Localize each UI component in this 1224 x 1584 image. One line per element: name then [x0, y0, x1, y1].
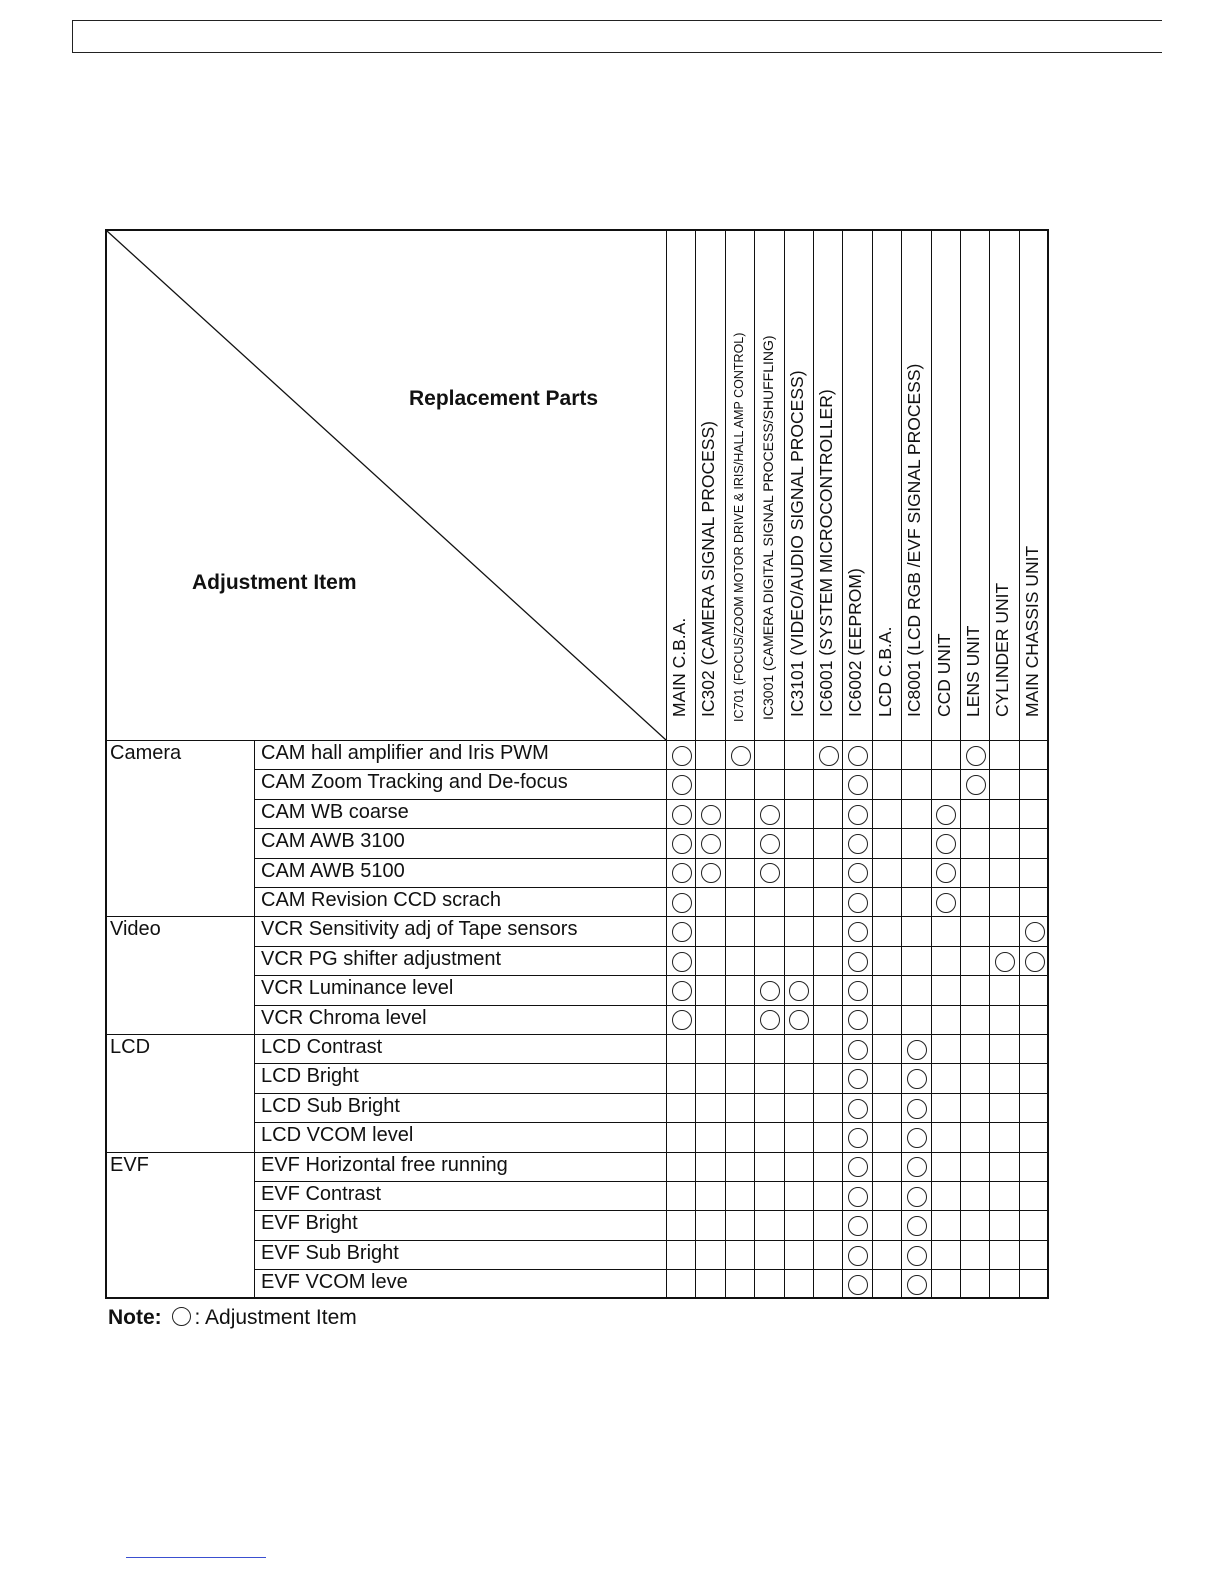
- adjustment-circle-mark: [672, 1010, 692, 1030]
- adjustment-circle-mark: [848, 805, 868, 825]
- adjustment-circle-mark: [848, 775, 868, 795]
- adjustment-item-label: EVF Bright: [261, 1212, 358, 1235]
- category-label: EVF: [110, 1153, 149, 1176]
- circle-mark-icon: [172, 1307, 191, 1326]
- adjustment-circle-mark: [731, 746, 751, 766]
- column-divider: [931, 740, 932, 1299]
- column-header: [725, 231, 754, 740]
- adjustment-circle-mark: [848, 1010, 868, 1030]
- column-header: [754, 231, 783, 740]
- adjustment-matrix-table: [105, 229, 1049, 1299]
- adjustment-circle-mark: [936, 893, 956, 913]
- adjustment-circle-mark: [789, 1010, 809, 1030]
- adjustment-item-label: CAM Zoom Tracking and De-focus: [261, 771, 568, 794]
- adjustment-circle-mark: [848, 1216, 868, 1236]
- adjustment-circle-mark: [672, 863, 692, 883]
- row-divider: [254, 1152, 1047, 1153]
- column-header-label: CCD UNIT: [933, 632, 954, 717]
- category-divider: [254, 740, 255, 1299]
- category-label: LCD: [110, 1036, 151, 1058]
- adjustment-circle-mark: [672, 834, 692, 854]
- adjustment-circle-mark: [1025, 952, 1045, 972]
- column-header-label: IC8001 (LCD RGB /EVF SIGNAL PROCESS): [904, 363, 925, 717]
- adjustment-circle-mark: [760, 863, 780, 883]
- adjustment-item-label: CAM WB coarse: [261, 800, 409, 823]
- column-header: [931, 231, 960, 740]
- adjustment-circle-mark: [848, 834, 868, 854]
- note-label: Note:: [108, 1306, 162, 1329]
- category-label: Camera: [110, 742, 182, 764]
- adjustment-item-label: CAM AWB 5100: [261, 859, 405, 882]
- row-divider: [254, 946, 1047, 947]
- adjustment-circle-mark: [907, 1128, 927, 1148]
- adjustment-circle-mark: [848, 922, 868, 942]
- adjustment-circle-mark: [760, 834, 780, 854]
- column-header-label: IC6002 (EEPROM): [845, 567, 866, 717]
- row-divider: [254, 858, 1047, 859]
- adjustment-item-label: LCD VCOM level: [261, 1124, 414, 1147]
- adjustment-item-label: VCR Luminance level: [261, 977, 454, 1000]
- row-divider: [254, 1122, 1047, 1123]
- column-divider: [960, 740, 961, 1299]
- column-divider: [813, 740, 814, 1299]
- adjustment-circle-mark: [848, 863, 868, 883]
- column-header-label: MAIN C.B.A.: [669, 617, 689, 717]
- column-header: [901, 231, 930, 740]
- adjustment-item-label: LCD Contrast: [261, 1036, 383, 1058]
- adjustment-circle-mark: [789, 981, 809, 1001]
- adjustment-circle-mark: [966, 746, 986, 766]
- column-divider: [872, 740, 873, 1299]
- adjustment-item-label: EVF VCOM leve: [261, 1271, 408, 1294]
- header-divider: [107, 740, 1047, 741]
- adjustment-circle-mark: [701, 805, 721, 825]
- adjustment-circle-mark: [907, 1040, 927, 1060]
- row-divider: [254, 1269, 1047, 1270]
- adjustment-circle-mark: [848, 1157, 868, 1177]
- column-header-label: IC701 (FOCUS/ZOOM MOTOR DRIVE & IRIS/HALL AMP CONTROL): [731, 332, 746, 722]
- column-header-label: IC3001 (CAMERA DIGITAL SIGNAL PROCESS/SHUFFLING): [760, 335, 777, 720]
- category-label: Video: [110, 918, 161, 941]
- column-header: [784, 231, 813, 740]
- adjustment-circle-mark: [907, 1246, 927, 1266]
- adjustment-circle-mark: [966, 775, 986, 795]
- column-header-label: IC6001 (SYSTEM MICROCONTROLLER): [816, 388, 836, 717]
- column-header: [960, 231, 989, 740]
- group-divider: [107, 1152, 254, 1153]
- column-divider: [784, 740, 785, 1299]
- adjustment-circle-mark: [848, 1187, 868, 1207]
- replacement-parts-header: Replacement Parts: [409, 387, 599, 410]
- column-header: [842, 231, 871, 740]
- column-header: [666, 231, 695, 740]
- adjustment-circle-mark: [907, 1187, 927, 1207]
- adjustment-circle-mark: [936, 834, 956, 854]
- adjustment-item-label: VCR Sensitivity adj of Tape sensors: [261, 918, 578, 941]
- row-divider: [254, 1181, 1047, 1182]
- adjustment-circle-mark: [760, 981, 780, 1001]
- page-link-underline[interactable]: [126, 1557, 266, 1558]
- column-header-label: CYLINDER UNIT: [992, 582, 1013, 717]
- column-header: [989, 231, 1018, 740]
- adjustment-circle-mark: [819, 746, 839, 766]
- adjustment-circle-mark: [848, 1099, 868, 1119]
- adjustment-item-label: LCD Sub Bright: [261, 1094, 400, 1117]
- adjustment-item-label: CAM AWB 3100: [261, 830, 405, 853]
- row-divider: [254, 1240, 1047, 1241]
- adjustment-circle-mark: [701, 834, 721, 854]
- page-header-box: [72, 20, 1162, 53]
- note: [108, 1306, 357, 1330]
- row-divider: [254, 887, 1047, 888]
- column-header-label: IC3101 (VIDEO/AUDIO SIGNAL PROCESS): [786, 369, 807, 717]
- row-divider: [254, 916, 1047, 917]
- column-divider: [695, 740, 696, 1299]
- row-divider: [254, 828, 1047, 829]
- adjustment-item-label: VCR Chroma level: [261, 1006, 427, 1029]
- column-divider: [666, 740, 667, 1299]
- column-header: [872, 231, 901, 740]
- adjustment-circle-mark: [848, 981, 868, 1001]
- adjustment-circle-mark: [848, 746, 868, 766]
- note-text: : Adjustment Item: [194, 1306, 357, 1329]
- group-divider: [107, 1034, 254, 1035]
- adjustment-circle-mark: [848, 1128, 868, 1148]
- adjustment-circle-mark: [848, 1069, 868, 1089]
- row-divider: [254, 975, 1047, 976]
- row-divider: [254, 1063, 1047, 1064]
- row-divider: [254, 1034, 1047, 1035]
- group-divider: [107, 916, 254, 917]
- adjustment-circle-mark: [848, 893, 868, 913]
- row-divider: [254, 1005, 1047, 1006]
- column-header-label: LENS UNIT: [963, 625, 983, 717]
- row-divider: [254, 1093, 1047, 1094]
- adjustment-circle-mark: [760, 1010, 780, 1030]
- adjustment-circle-mark: [672, 746, 692, 766]
- row-divider: [254, 769, 1047, 770]
- adjustment-item-label: LCD Bright: [261, 1065, 359, 1088]
- adjustment-circle-mark: [848, 1040, 868, 1060]
- adjustment-item-label: EVF Horizontal free running: [261, 1153, 508, 1176]
- column-divider: [989, 740, 990, 1299]
- adjustment-circle-mark: [848, 1275, 868, 1295]
- column-divider: [842, 740, 843, 1299]
- column-header-label: IC302 (CAMERA SIGNAL PROCESS): [698, 420, 719, 717]
- column-header-label: LCD C.B.A.: [874, 626, 895, 717]
- adjustment-circle-mark: [672, 893, 692, 913]
- adjustment-circle-mark: [907, 1275, 927, 1295]
- column-header: [813, 231, 842, 740]
- adjustment-circle-mark: [672, 981, 692, 1001]
- diagonal-header-cell: [107, 231, 666, 740]
- adjustment-item-header: Adjustment Item: [192, 571, 357, 594]
- adjustment-circle-mark: [995, 952, 1015, 972]
- row-divider: [254, 799, 1047, 800]
- adjustment-circle-mark: [672, 952, 692, 972]
- adjustment-circle-mark: [907, 1069, 927, 1089]
- adjustment-item-label: CAM hall amplifier and Iris PWM: [261, 742, 549, 764]
- column-divider: [1019, 740, 1020, 1299]
- adjustment-circle-mark: [907, 1216, 927, 1236]
- diagonal-line: [107, 231, 666, 740]
- adjustment-item-label: VCR PG shifter adjustment: [261, 947, 502, 970]
- adjustment-circle-mark: [848, 952, 868, 972]
- column-header-label: MAIN CHASSIS UNIT: [1021, 545, 1042, 717]
- adjustment-item-label: EVF Contrast: [261, 1183, 382, 1205]
- adjustment-circle-mark: [672, 922, 692, 942]
- adjustment-circle-mark: [936, 863, 956, 883]
- column-divider: [901, 740, 902, 1299]
- adjustment-item-label: CAM Revision CCD scrach: [261, 889, 502, 911]
- adjustment-circle-mark: [907, 1157, 927, 1177]
- column-divider: [754, 740, 755, 1299]
- adjustment-circle-mark: [907, 1099, 927, 1119]
- adjustment-circle-mark: [848, 1246, 868, 1266]
- row-divider: [254, 1210, 1047, 1211]
- adjustment-circle-mark: [760, 805, 780, 825]
- adjustment-item-label: EVF Sub Bright: [261, 1241, 399, 1264]
- column-divider: [725, 740, 726, 1299]
- column-header: [1019, 231, 1048, 740]
- adjustment-circle-mark: [672, 775, 692, 795]
- adjustment-circle-mark: [672, 805, 692, 825]
- adjustment-circle-mark: [1025, 922, 1045, 942]
- column-header: [695, 231, 724, 740]
- adjustment-circle-mark: [701, 863, 721, 883]
- adjustment-circle-mark: [936, 805, 956, 825]
